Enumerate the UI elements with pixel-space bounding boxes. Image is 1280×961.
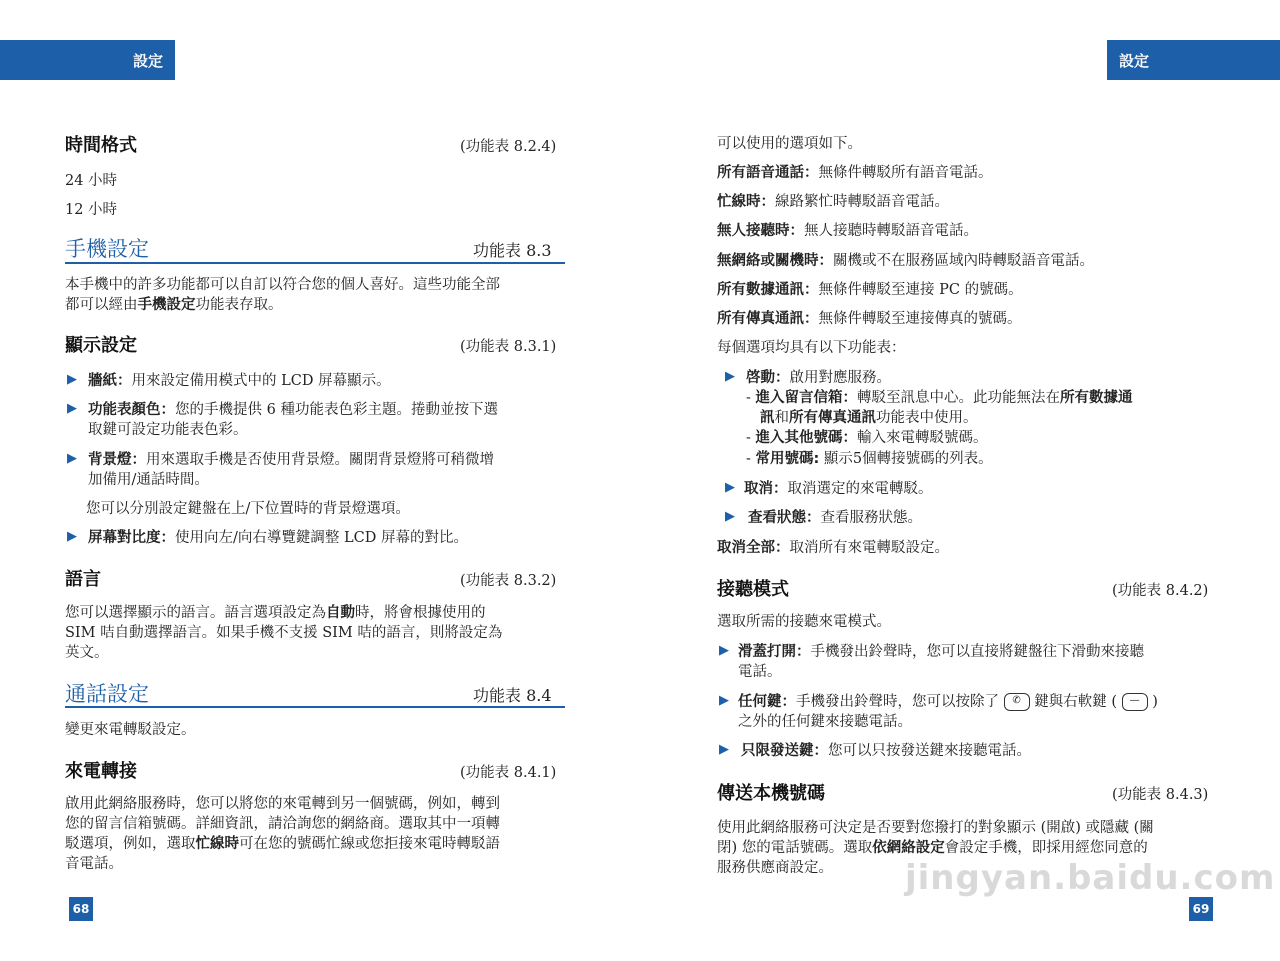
submenu-voicemail-cont: 訊和所有傳真通訊功能表中使用。: [760, 410, 978, 426]
submenu-other-number: - 進入其他號碼：輸入來電轉駁號碼。: [746, 430, 988, 446]
bullet-icon: ▶: [719, 693, 729, 708]
end-key-icon: ✆: [1004, 693, 1030, 711]
time-format-opt1: 24 小時: [65, 173, 118, 189]
language-fn: (功能表 8.3.2): [460, 573, 557, 589]
language-desc: 您可以選擇顯示的語言。語言選項設定為自動時，將會根據使用的 SIM 咭自動選擇語言。如果手機不支援 SIM 咭的語言，則將設定為 英文。: [65, 605, 503, 661]
display-backlight-note: 您可以分別設定鍵盤在上/下位置時的背景燈選項。: [86, 501, 410, 517]
submenu-cancel: 取消：取消選定的來電轉駁。: [744, 481, 933, 497]
send-id-desc: 使用此網絡服務可決定是否要對您撥打的對象顯示 (開啟) 或隱藏 (關 閉) 您的電話號碼。選取依網絡設定會設定手機，即採用經您同意的 服務供應商設定。: [717, 820, 1154, 876]
send-id-fn: (功能表 8.4.3): [1112, 787, 1209, 803]
header-tab-left: [0, 40, 175, 80]
send-id-title: 傳送本機號碼: [717, 783, 825, 804]
page-number-right: 69: [1189, 897, 1213, 921]
option-no-answer: 無人接聽時：無人接聽時轉駁語音電話。: [717, 223, 978, 239]
header-tab-right: [1107, 40, 1280, 80]
phone-settings-desc-2: 都可以經由手機設定功能表存取。: [65, 297, 283, 313]
forward-title: 來電轉接: [65, 761, 137, 782]
call-settings-fn: 功能表 8.4: [473, 686, 552, 705]
bullet-icon: ▶: [725, 369, 735, 384]
bullet-icon: ▶: [67, 401, 77, 416]
call-settings-title: 通話設定: [65, 682, 149, 706]
bullet-icon: ▶: [725, 509, 735, 524]
watermark: jingyan.baidu.com: [905, 858, 1276, 898]
display-fn: (功能表 8.3.1): [460, 339, 557, 355]
answer-slide-open: 滑蓋打開：手機發出鈴聲時，您可以直接將鍵盤往下滑動來接聽 電話。: [738, 644, 1144, 680]
submenu-status: 查看狀態：查看服務狀態。: [748, 510, 922, 526]
option-unreachable: 無網絡或關機時：關機或不在服務區域內時轉駁語音電話。: [717, 253, 1094, 269]
time-format-opt2: 12 小時: [65, 202, 118, 218]
option-all-data: 所有數據通訊：無條件轉駁至連接 PC 的號碼。: [717, 282, 1023, 298]
cancel-all: 取消全部：取消所有來電轉駁設定。: [717, 540, 949, 556]
display-title: 顯示設定: [65, 335, 137, 356]
submenu-common-numbers: - 常用號碼: 顯示5個轉接號碼的列表。: [746, 451, 993, 467]
page-number-left: 68: [69, 897, 93, 921]
submenu-activate: 啓動：啟用對應服務。: [746, 370, 891, 386]
bullet-icon: ▶: [67, 451, 77, 466]
submenu-voicemail: - 進入留言信箱：轉駁至訊息中心。此功能無法在所有數據通: [746, 390, 1133, 406]
answer-mode-fn: (功能表 8.4.2): [1112, 583, 1209, 599]
answer-any-key: 任何鍵：手機發出鈴聲時，您可以按除了 ✆ 鍵與右軟鍵 ( — ) 之外的任何鍵來接聽電話。: [738, 694, 1158, 730]
display-menu-color: 功能表顏色：您的手機提供 6 種功能表色彩主題。捲動並按下選 取鍵可設定功能表色彩。: [88, 402, 498, 438]
time-format-title: 時間格式: [65, 135, 137, 156]
phone-settings-desc-1: 本手機中的許多功能都可以自訂以符合您的個人喜好。這些功能全部: [65, 277, 500, 293]
option-all-fax: 所有傳真通訊：無條件轉駁至連接傳真的號碼。: [717, 311, 1022, 327]
display-backlight: 背景燈：用來選取手機是否使用背景燈。關閉背景燈將可稍微增 加備用/通話時間。: [88, 452, 494, 488]
language-title: 語言: [65, 569, 101, 590]
phone-settings-rule: [65, 262, 565, 264]
phone-settings-title: 手機設定: [65, 237, 149, 261]
option-busy: 忙線時：線路繁忙時轉駁語音電話。: [717, 194, 949, 210]
forward-desc: 啟用此網絡服務時，您可以將您的來電轉到另一個號碼，例如，轉到 您的留言信箱號碼。詳細資訊，請洽詢您的網絡商。選取其中一項轉 駁選項，例如，選取忙線時可在您的號碼忙線或您拒接來電時轉駁語 音電話。: [65, 796, 500, 872]
phone-settings-fn: 功能表 8.3: [473, 241, 552, 260]
answer-send-key: 只限發送鍵：您可以只按發送鍵來接聽電話。: [741, 743, 1031, 759]
header-tab-right-label: 設定: [1119, 51, 1150, 70]
bullet-icon: ▶: [67, 372, 77, 387]
soft-key-icon: —: [1122, 693, 1148, 711]
bullet-icon: ▶: [725, 480, 735, 495]
bullet-icon: ▶: [719, 643, 729, 658]
option-all-voice: 所有語音通話：無條件轉駁所有語音電話。: [717, 165, 993, 181]
bullet-icon: ▶: [719, 742, 729, 757]
options-intro: 可以使用的選項如下。: [717, 136, 862, 152]
answer-mode-title: 接聽模式: [717, 579, 789, 600]
bullet-icon: ▶: [67, 529, 77, 544]
forward-fn: (功能表 8.4.1): [460, 765, 557, 781]
time-format-fn: (功能表 8.2.4): [460, 139, 557, 155]
display-contrast: 屏幕對比度：使用向左/向右導覽鍵調整 LCD 屏幕的對比。: [88, 530, 468, 546]
header-tab-left-label: 設定: [132, 51, 163, 70]
call-settings-desc: 變更來電轉駁設定。: [65, 722, 196, 738]
call-settings-rule: [65, 706, 565, 708]
each-option-intro: 每個選項均具有以下功能表：: [717, 340, 906, 356]
display-wallpaper: 牆紙：用來設定備用模式中的 LCD 屏幕顯示。: [88, 373, 391, 389]
answer-mode-desc: 選取所需的接聽來電模式。: [717, 614, 891, 630]
